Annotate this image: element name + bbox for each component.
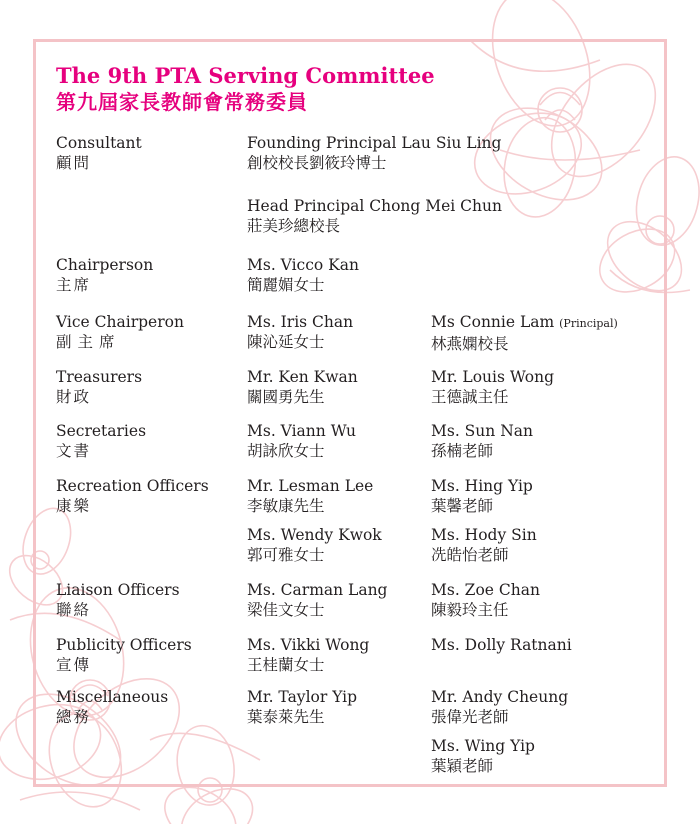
member-name-zh: 胡詠欣女士 [247, 442, 325, 460]
role-label-zh: 財政 [56, 388, 92, 406]
member-name-zh: 張偉光老師 [431, 708, 509, 726]
member-andy-cheung [431, 687, 568, 727]
member-wing-yip [431, 736, 535, 776]
member-name-zh: 葉穎老師 [431, 757, 494, 775]
member-name-zh: 關國勇先生 [247, 388, 325, 406]
role-liaison [56, 580, 180, 620]
member-vikki-wong [247, 635, 369, 675]
member-name-zh: 王桂蘭女士 [247, 656, 325, 674]
role-label-en: Secretaries [56, 422, 147, 440]
member-name-en: Head Principal Chong Mei Chun [247, 197, 502, 215]
role-label-zh: 副主席 [56, 333, 121, 351]
title-zh: 第九屆家長教師會常務委員 [56, 90, 308, 114]
member-name-en: Mr. Louis Wong [431, 368, 554, 386]
role-label-zh: 聯絡 [56, 601, 92, 619]
role-label-en: Publicity Officers [56, 636, 192, 654]
member-name-en: Ms. Hody Sin [431, 526, 537, 544]
member-hody-sin [431, 525, 537, 565]
member-name-en: Ms. Carman Lang [247, 581, 388, 599]
role-label-zh: 主席 [56, 276, 92, 294]
member-name-zh: 簡麗媚女士 [247, 276, 325, 294]
member-iris-chan [247, 312, 353, 352]
member-name-en: Ms. Zoe Chan [431, 581, 540, 599]
role-label-zh: 康樂 [56, 497, 92, 515]
role-secretaries [56, 421, 146, 461]
member-name-en: Ms. Sun Nan [431, 422, 533, 440]
member-name-en: Ms. Vikki Wong [247, 636, 370, 654]
member-wendy-kwok [247, 525, 382, 565]
member-connie-lam [431, 312, 618, 354]
member-name-zh: 陳沁延女士 [247, 333, 325, 351]
member-name-zh: 創校校長劉筱玲博士 [247, 154, 387, 172]
role-chairperson [56, 255, 153, 295]
member-ken-kwan [247, 367, 358, 407]
member-zoe-chan [431, 580, 540, 620]
role-vice-chair [56, 312, 184, 352]
member-sun-nan [431, 421, 533, 461]
member-name-zh: 林燕嫻校長 [431, 335, 509, 353]
member-name-en: Ms. Wendy Kwok [247, 526, 382, 544]
role-label-en: Treasurers [56, 368, 143, 386]
member-name-en: Ms. Hing Yip [431, 477, 533, 495]
member-name-en: Founding Principal Lau Siu Ling [247, 134, 502, 152]
title-en: The 9th PTA Serving Committee [56, 63, 435, 88]
member-name-zh: 葉馨老師 [431, 497, 494, 515]
member-name-en: Ms Connie Lam (Principal) [431, 313, 618, 331]
member-lesman-lee [247, 476, 373, 516]
member-name-en: Mr. Lesman Lee [247, 477, 374, 495]
role-label-zh: 文書 [56, 442, 92, 460]
member-hing-yip [431, 476, 533, 516]
member-name-zh: 郭可雅女士 [247, 546, 325, 564]
member-founding-principal [247, 133, 501, 173]
principal-note: (Principal) [559, 317, 618, 330]
member-name-en: Ms. Iris Chan [247, 313, 354, 331]
role-label-en: Recreation Officers [56, 477, 209, 495]
member-name-en: Mr. Andy Cheung [431, 688, 569, 706]
role-recreation [56, 476, 209, 516]
member-name-zh: 梁佳文女士 [247, 601, 325, 619]
role-label-zh: 宣傳 [56, 656, 92, 674]
member-name-en: Ms. Vicco Kan [247, 256, 359, 274]
member-name-en: Ms. Wing Yip [431, 737, 535, 755]
member-name-en: Mr. Ken Kwan [247, 368, 358, 386]
role-label-zh: 顧問 [56, 154, 92, 172]
member-carman-lang [247, 580, 387, 620]
role-label-en: Vice Chairperon [56, 313, 184, 331]
member-vicco-kan [247, 255, 359, 295]
member-name-zh: 李敏康先生 [247, 497, 325, 515]
member-name-en: Ms. Viann Wu [247, 422, 356, 440]
role-consultant [56, 133, 142, 173]
member-name-en: Mr. Taylor Yip [247, 688, 358, 706]
role-label-en: Consultant [56, 134, 142, 152]
role-misc [56, 687, 168, 727]
role-label-en: Liaison Officers [56, 581, 180, 599]
role-treasurers [56, 367, 142, 407]
role-publicity [56, 635, 192, 675]
member-head-principal [247, 196, 502, 236]
member-name-en: Ms. Dolly Ratnani [431, 636, 572, 654]
member-taylor-yip [247, 687, 357, 727]
role-label-en: Chairperson [56, 256, 154, 274]
role-label-zh: 總務 [56, 708, 92, 726]
member-name-zh: 陳毅玲主任 [431, 601, 509, 619]
member-name-zh: 葉泰萊先生 [247, 708, 325, 726]
member-name-zh: 莊美珍總校長 [247, 217, 341, 235]
member-viann-wu [247, 421, 356, 461]
member-name-zh: 王德誠主任 [431, 388, 509, 406]
member-dolly-ratnani [431, 635, 572, 655]
role-label-en: Miscellaneous [56, 688, 169, 706]
member-name-zh: 孫楠老師 [431, 442, 494, 460]
member-name-zh: 冼皓怡老師 [431, 546, 509, 564]
member-louis-wong [431, 367, 554, 407]
page-title [56, 63, 435, 115]
